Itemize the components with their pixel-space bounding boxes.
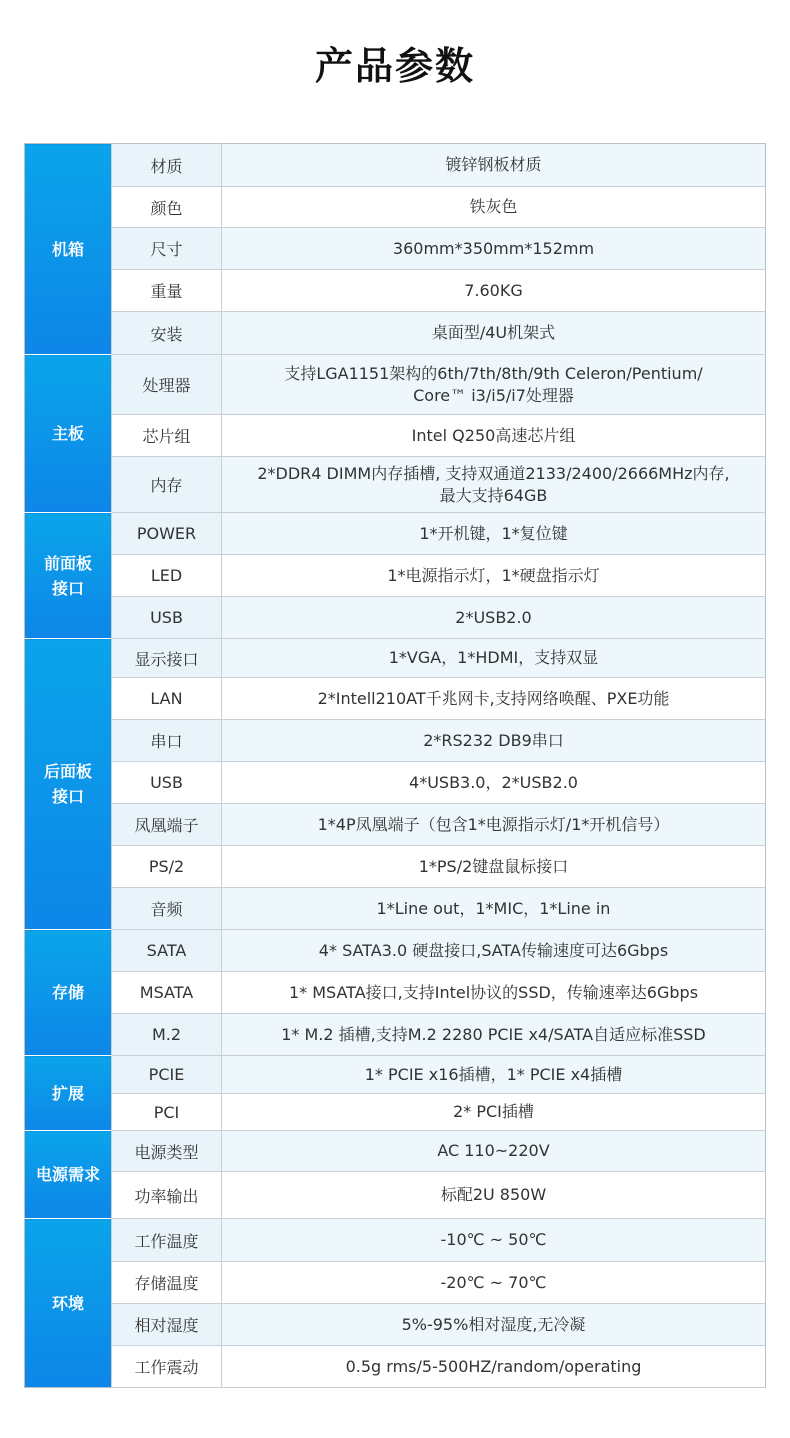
spec-value: 2*Intell210AT千兆网卡,支持网络唤醒、PXE功能 — [222, 678, 766, 720]
spec-label: USB — [112, 597, 222, 639]
spec-table — [24, 143, 766, 1388]
spec-label: 显示接口 — [112, 639, 222, 678]
spec-value: 1* PCIE x16插槽，1* PCIE x4插槽 — [222, 1056, 766, 1094]
table-row — [25, 187, 766, 228]
table-row — [25, 1094, 766, 1131]
table-row — [25, 355, 766, 415]
spec-label: 内存 — [112, 457, 222, 513]
spec-value: 2*USB2.0 — [222, 597, 766, 639]
spec-label: LAN — [112, 678, 222, 720]
spec-label: 相对湿度 — [112, 1304, 222, 1346]
category-label: 主板 — [51, 424, 84, 443]
spec-value: 2*DDR4 DIMM内存插槽, 支持双通道2133/2400/2666MHz内存, 最大支持64GB — [222, 457, 766, 513]
spec-label: 芯片组 — [112, 415, 222, 457]
page-title: 产品参数 — [314, 44, 475, 88]
spec-value: 支持LGA1151架构的6th/7th/8th/9th Celeron/Pentium/ Core™ i3/i5/i7处理器 — [222, 355, 766, 415]
spec-label: 处理器 — [112, 355, 222, 415]
category-cell — [25, 1131, 112, 1219]
spec-value: -20℃ ~ 70℃ — [222, 1262, 766, 1304]
spec-label: 安装 — [112, 312, 222, 355]
table-row — [25, 1346, 766, 1388]
table-row — [25, 678, 766, 720]
spec-label: 材质 — [112, 144, 222, 187]
table-row — [25, 720, 766, 762]
table-row — [25, 762, 766, 804]
table-row — [25, 972, 766, 1014]
spec-label: M.2 — [112, 1014, 222, 1056]
spec-label: PS/2 — [112, 846, 222, 888]
spec-value: 4*USB3.0，2*USB2.0 — [222, 762, 766, 804]
table-row — [25, 312, 766, 355]
spec-value: 1* M.2 插槽,支持M.2 2280 PCIE x4/SATA自适应标准SSD — [222, 1014, 766, 1056]
spec-value: 1*VGA，1*HDMI，支持双显 — [222, 639, 766, 678]
category-cell — [25, 513, 112, 639]
table-row — [25, 1262, 766, 1304]
category-cell — [25, 144, 112, 355]
table-row — [25, 930, 766, 972]
category-cell — [25, 930, 112, 1056]
spec-label: 尺寸 — [112, 228, 222, 270]
spec-value: 铁灰色 — [222, 187, 766, 228]
table-row — [25, 1131, 766, 1172]
spec-label: SATA — [112, 930, 222, 972]
spec-value: 1*4P凤凰端子（包含1*电源指示灯/1*开机信号） — [222, 804, 766, 846]
table-row — [25, 1056, 766, 1094]
table-row — [25, 597, 766, 639]
spec-label: POWER — [112, 513, 222, 555]
spec-label: PCI — [112, 1094, 222, 1131]
spec-label: 音频 — [112, 888, 222, 930]
table-row — [25, 1014, 766, 1056]
table-row — [25, 513, 766, 555]
spec-label: LED — [112, 555, 222, 597]
table-row — [25, 846, 766, 888]
spec-label: 功率输出 — [112, 1172, 222, 1219]
spec-label: 串口 — [112, 720, 222, 762]
spec-value: 0.5g rms/5-500HZ/random/operating — [222, 1346, 766, 1388]
spec-label: PCIE — [112, 1056, 222, 1094]
spec-label: 电源类型 — [112, 1131, 222, 1172]
spec-label: 工作温度 — [112, 1219, 222, 1262]
spec-value: 1*Line out，1*MIC，1*Line in — [222, 888, 766, 930]
table-row — [25, 804, 766, 846]
spec-label: 工作震动 — [112, 1346, 222, 1388]
spec-value: 4* SATA3.0 硬盘接口,SATA传输速度可达6Gbps — [222, 930, 766, 972]
spec-value: 2*RS232 DB9串口 — [222, 720, 766, 762]
spec-label: 颜色 — [112, 187, 222, 228]
category-label: 环境 — [51, 1293, 84, 1313]
table-row — [25, 1172, 766, 1219]
category-cell — [25, 1056, 112, 1131]
category-label: 扩展 — [51, 1083, 84, 1103]
category-label: 电源需求 — [35, 1165, 100, 1184]
spec-label: 凤凰端子 — [112, 804, 222, 846]
spec-value: 1*电源指示灯，1*硬盘指示灯 — [222, 555, 766, 597]
spec-value: 1*开机键，1*复位键 — [222, 513, 766, 555]
spec-value: 360mm*350mm*152mm — [222, 228, 766, 270]
table-row — [25, 228, 766, 270]
table-row — [25, 888, 766, 930]
category-label: 前面板 接口 — [43, 553, 92, 598]
spec-value: 7.60KG — [222, 270, 766, 312]
table-row — [25, 639, 766, 678]
table-row — [25, 270, 766, 312]
spec-value: Intel Q250高速芯片组 — [222, 415, 766, 457]
category-label: 机箱 — [51, 239, 84, 259]
spec-value: 5%-95%相对湿度,无冷凝 — [222, 1304, 766, 1346]
table-row — [25, 415, 766, 457]
category-cell — [25, 639, 112, 930]
spec-value: -10℃ ~ 50℃ — [222, 1219, 766, 1262]
table-row — [25, 1304, 766, 1346]
spec-value: 2* PCI插槽 — [222, 1094, 766, 1131]
category-cell — [25, 355, 112, 513]
spec-value: 桌面型/4U机架式 — [222, 312, 766, 355]
table-row — [25, 457, 766, 513]
table-row — [25, 144, 766, 187]
spec-value: AC 110~220V — [222, 1131, 766, 1172]
category-label: 后面板 接口 — [43, 762, 92, 806]
category-label: 存储 — [51, 983, 84, 1002]
spec-label: USB — [112, 762, 222, 804]
spec-value: 镀锌钢板材质 — [222, 144, 766, 187]
spec-label: MSATA — [112, 972, 222, 1014]
table-row — [25, 555, 766, 597]
spec-label: 重量 — [112, 270, 222, 312]
spec-value: 1*PS/2键盘鼠标接口 — [222, 846, 766, 888]
spec-value: 标配2U 850W — [222, 1172, 766, 1219]
spec-label: 存储温度 — [112, 1262, 222, 1304]
spec-value: 1* MSATA接口,支持Intel协议的SSD，传输速率达6Gbps — [222, 972, 766, 1014]
category-cell — [25, 1219, 112, 1388]
table-row — [25, 1219, 766, 1262]
